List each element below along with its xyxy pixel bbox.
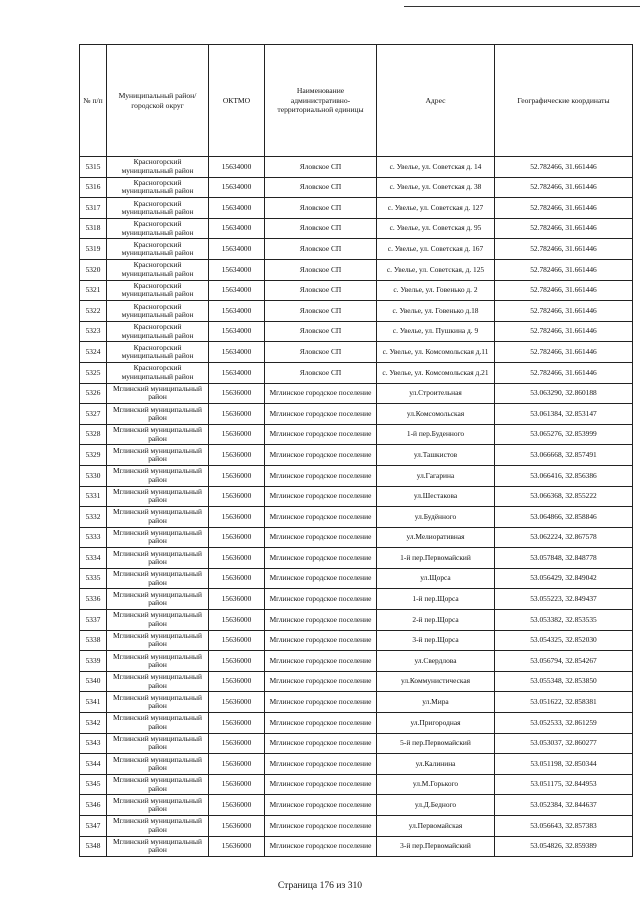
cell-district: Красногорский муниципальный район [107,362,209,383]
cell-address: ул.М.Горького [377,774,495,795]
cell-district: Мглинский муниципальный район [107,465,209,486]
cell-coordinates: 53.051198, 32.850344 [495,754,633,775]
cell-oktmo: 15636000 [209,692,265,713]
cell-number: 5342 [80,713,107,734]
cell-number: 5331 [80,486,107,507]
cell-address: с. Увелье, ул. Советская д. 38 [377,177,495,198]
cell-oktmo: 15636000 [209,713,265,734]
cell-address: ул.Пригородная [377,713,495,734]
cell-district: Мглинский муниципальный район [107,692,209,713]
cell-district: Мглинский муниципальный район [107,568,209,589]
cell-address: 1-й пер.Первомайский [377,548,495,569]
cell-district: Красногорский муниципальный район [107,259,209,280]
cell-admin-unit: Мглинское городское поселение [265,486,377,507]
cell-district: Красногорский муниципальный район [107,342,209,363]
cell-number: 5340 [80,671,107,692]
cell-admin-unit: Яловское СП [265,239,377,260]
cell-oktmo: 15634000 [209,177,265,198]
cell-coordinates: 53.051622, 32.858381 [495,692,633,713]
cell-number: 5330 [80,465,107,486]
cell-admin-unit: Мглинское городское поселение [265,795,377,816]
table-row [80,630,633,651]
table-row [80,383,633,404]
cell-admin-unit: Мглинское городское поселение [265,548,377,569]
cell-coordinates: 52.782466, 31.661446 [495,280,633,301]
cell-coordinates: 52.782466, 31.661446 [495,157,633,178]
cell-address: с. Увелье, ул. Советская д. 127 [377,198,495,219]
cell-oktmo: 15636000 [209,671,265,692]
cell-address: 3-й пер.Щорса [377,630,495,651]
cell-oktmo: 15634000 [209,198,265,219]
cell-number: 5343 [80,733,107,754]
cell-coordinates: 53.053382, 32.853535 [495,610,633,631]
cell-admin-unit: Мглинское городское поселение [265,733,377,754]
cell-district: Мглинский муниципальный район [107,733,209,754]
table-row [80,548,633,569]
cell-coordinates: 52.782466, 31.661446 [495,198,633,219]
cell-number: 5335 [80,568,107,589]
cell-district: Мглинский муниципальный район [107,630,209,651]
cell-oktmo: 15634000 [209,218,265,239]
cell-coordinates: 53.053037, 32.860277 [495,733,633,754]
table-row [80,362,633,383]
table-row [80,198,633,219]
cell-number: 5333 [80,527,107,548]
table-row [80,177,633,198]
cell-number: 5346 [80,795,107,816]
cell-admin-unit: Яловское СП [265,157,377,178]
cell-admin-unit: Мглинское городское поселение [265,404,377,425]
table-row [80,713,633,734]
cell-coordinates: 52.782466, 31.661446 [495,321,633,342]
table-row [80,465,633,486]
cell-district: Красногорский муниципальный район [107,198,209,219]
cell-admin-unit: Яловское СП [265,342,377,363]
cell-coordinates: 53.057848, 32.848778 [495,548,633,569]
header-district: Муниципальный район/городской округ [107,45,209,157]
cell-district: Мглинский муниципальный район [107,671,209,692]
cell-number: 5326 [80,383,107,404]
cell-number: 5341 [80,692,107,713]
cell-district: Мглинский муниципальный район [107,610,209,631]
cell-district: Красногорский муниципальный район [107,301,209,322]
cell-address: с. Увелье, ул. Комсомольская д.21 [377,362,495,383]
cell-address: с. Увелье, ул. Комсомольская д.11 [377,342,495,363]
header-address: Адрес [377,45,495,157]
cell-oktmo: 15636000 [209,589,265,610]
cell-number: 5329 [80,445,107,466]
cell-address: ул.Комсомольская [377,404,495,425]
cell-number: 5316 [80,177,107,198]
header-admin-unit: Наименование административно-территориальной единицы [265,45,377,157]
cell-district: Красногорский муниципальный район [107,321,209,342]
cell-oktmo: 15634000 [209,280,265,301]
table-row [80,259,633,280]
cell-address: с. Увелье, ул. Советская д. 95 [377,218,495,239]
cell-district: Мглинский муниципальный район [107,774,209,795]
cell-address: ул.Коммунистическая [377,671,495,692]
cell-coordinates: 52.782466, 31.661446 [495,362,633,383]
cell-coordinates: 53.061384, 32.853147 [495,404,633,425]
cell-coordinates: 53.052533, 32.861259 [495,713,633,734]
cell-oktmo: 15634000 [209,239,265,260]
cell-admin-unit: Мглинское городское поселение [265,589,377,610]
cell-oktmo: 15636000 [209,527,265,548]
cell-district: Мглинский муниципальный район [107,548,209,569]
table-row [80,568,633,589]
cell-number: 5318 [80,218,107,239]
cell-number: 5323 [80,321,107,342]
cell-coordinates: 52.782466, 31.661446 [495,342,633,363]
cell-address: с. Увелье, ул. Советская, д. 125 [377,259,495,280]
cell-admin-unit: Мглинское городское поселение [265,713,377,734]
table-row [80,157,633,178]
cell-address: 3-й пер.Первомайский [377,836,495,857]
cell-coordinates: 53.055348, 32.853850 [495,671,633,692]
cell-district: Мглинский муниципальный район [107,651,209,672]
cell-oktmo: 15636000 [209,733,265,754]
cell-address: с. Увелье, ул. Советская д. 167 [377,239,495,260]
cell-number: 5315 [80,157,107,178]
cell-district: Мглинский муниципальный район [107,836,209,857]
registry-table [79,44,633,857]
table-row [80,651,633,672]
cell-coordinates: 53.062224, 32.867578 [495,527,633,548]
cell-admin-unit: Мглинское городское поселение [265,671,377,692]
cell-number: 5324 [80,342,107,363]
cell-coordinates: 52.782466, 31.661446 [495,301,633,322]
cell-number: 5321 [80,280,107,301]
cell-admin-unit: Мглинское городское поселение [265,424,377,445]
cell-number: 5336 [80,589,107,610]
cell-district: Красногорский муниципальный район [107,177,209,198]
table-body [80,157,633,857]
table-row [80,218,633,239]
cell-number: 5319 [80,239,107,260]
cell-address: ул.Шестакова [377,486,495,507]
cell-number: 5327 [80,404,107,425]
cell-address: 1-й пер.Буденного [377,424,495,445]
cell-coordinates: 53.055223, 32.849437 [495,589,633,610]
cell-coordinates: 53.056643, 32.857383 [495,816,633,837]
cell-district: Мглинский муниципальный район [107,816,209,837]
cell-oktmo: 15634000 [209,259,265,280]
cell-admin-unit: Мглинское городское поселение [265,692,377,713]
cell-admin-unit: Мглинское городское поселение [265,816,377,837]
table-row [80,795,633,816]
cell-district: Мглинский муниципальный район [107,795,209,816]
cell-coordinates: 53.052384, 32.844637 [495,795,633,816]
cell-coordinates: 53.051175, 32.844953 [495,774,633,795]
cell-oktmo: 15634000 [209,321,265,342]
cell-number: 5338 [80,630,107,651]
cell-district: Мглинский муниципальный район [107,507,209,528]
cell-district: Мглинский муниципальный район [107,589,209,610]
cell-oktmo: 15634000 [209,342,265,363]
cell-address: с. Увелье, ул. Говенько д. 2 [377,280,495,301]
cell-admin-unit: Яловское СП [265,301,377,322]
cell-admin-unit: Мглинское городское поселение [265,754,377,775]
cell-address: с. Увелье, ул. Говенько д.18 [377,301,495,322]
cell-oktmo: 15636000 [209,816,265,837]
cell-district: Мглинский муниципальный район [107,424,209,445]
cell-coordinates: 53.066668, 32.857491 [495,445,633,466]
cell-admin-unit: Мглинское городское поселение [265,630,377,651]
cell-address: ул.Щорса [377,568,495,589]
cell-number: 5328 [80,424,107,445]
cell-coordinates: 52.782466, 31.661446 [495,218,633,239]
cell-number: 5339 [80,651,107,672]
cell-address: ул.Мира [377,692,495,713]
cell-district: Мглинский муниципальный район [107,527,209,548]
cell-district: Красногорский муниципальный район [107,218,209,239]
header-coordinates: Географические координаты [495,45,633,157]
cell-district: Красногорский муниципальный район [107,280,209,301]
page-footer: Страница 176 из 310 [277,880,363,891]
cell-oktmo: 15636000 [209,507,265,528]
cell-admin-unit: Яловское СП [265,259,377,280]
table-row [80,507,633,528]
cell-admin-unit: Мглинское городское поселение [265,568,377,589]
cell-coordinates: 53.056794, 32.854267 [495,651,633,672]
cell-number: 5347 [80,816,107,837]
cell-admin-unit: Мглинское городское поселение [265,610,377,631]
cell-coordinates: 53.065276, 32.853999 [495,424,633,445]
table-row [80,404,633,425]
cell-admin-unit: Мглинское городское поселение [265,445,377,466]
cell-district: Красногорский муниципальный район [107,157,209,178]
cell-coordinates: 52.782466, 31.661446 [495,259,633,280]
cell-oktmo: 15636000 [209,383,265,404]
cell-district: Мглинский муниципальный район [107,754,209,775]
table-row [80,342,633,363]
cell-admin-unit: Мглинское городское поселение [265,383,377,404]
cell-coordinates: 53.066368, 32.855222 [495,486,633,507]
cell-address: ул.Свердлова [377,651,495,672]
table-row [80,816,633,837]
table-row [80,301,633,322]
cell-oktmo: 15634000 [209,301,265,322]
cell-address: 2-й пер.Щорса [377,610,495,631]
table-row [80,733,633,754]
cell-district: Мглинский муниципальный район [107,404,209,425]
cell-oktmo: 15636000 [209,795,265,816]
table-row [80,589,633,610]
cell-oktmo: 15634000 [209,362,265,383]
cell-oktmo: 15636000 [209,568,265,589]
cell-address: ул.Мелиоративная [377,527,495,548]
cell-admin-unit: Яловское СП [265,280,377,301]
cell-district: Мглинский муниципальный район [107,383,209,404]
table-row [80,424,633,445]
cell-number: 5317 [80,198,107,219]
cell-oktmo: 15636000 [209,610,265,631]
cell-admin-unit: Яловское СП [265,321,377,342]
cell-district: Мглинский муниципальный район [107,486,209,507]
cell-address: ул.Д.Бедного [377,795,495,816]
cell-coordinates: 52.782466, 31.661446 [495,177,633,198]
cell-admin-unit: Мглинское городское поселение [265,651,377,672]
header-oktmo: ОКТМО [209,45,265,157]
table-row [80,774,633,795]
table-row [80,280,633,301]
cell-district: Мглинский муниципальный район [107,445,209,466]
table-row [80,610,633,631]
cell-district: Красногорский муниципальный район [107,239,209,260]
cell-coordinates: 53.063290, 32.860188 [495,383,633,404]
cell-number: 5344 [80,754,107,775]
cell-coordinates: 53.054325, 32.852030 [495,630,633,651]
cell-oktmo: 15636000 [209,774,265,795]
table-row [80,445,633,466]
cell-address: ул.Строительная [377,383,495,404]
table-row [80,527,633,548]
cell-address: ул.Первомайская [377,816,495,837]
cell-address: 5-й пер.Первомайский [377,733,495,754]
cell-number: 5337 [80,610,107,631]
cell-coordinates: 53.066416, 32.856386 [495,465,633,486]
table-row [80,836,633,857]
cell-address: ул.Будённого [377,507,495,528]
top-rule [404,6,640,7]
header-number: № п/п [80,45,107,157]
cell-admin-unit: Мглинское городское поселение [265,836,377,857]
cell-address: 1-й пер.Щорса [377,589,495,610]
cell-oktmo: 15636000 [209,465,265,486]
table-row [80,754,633,775]
cell-number: 5334 [80,548,107,569]
cell-number: 5332 [80,507,107,528]
cell-oktmo: 15636000 [209,651,265,672]
cell-admin-unit: Яловское СП [265,362,377,383]
cell-address: с. Увелье, ул. Пушкина д. 9 [377,321,495,342]
cell-oktmo: 15636000 [209,404,265,425]
cell-address: ул.Калинина [377,754,495,775]
cell-address: ул.Гагарина [377,465,495,486]
cell-admin-unit: Яловское СП [265,177,377,198]
cell-admin-unit: Мглинское городское поселение [265,527,377,548]
table-row [80,486,633,507]
cell-oktmo: 15636000 [209,486,265,507]
cell-oktmo: 15634000 [209,157,265,178]
cell-admin-unit: Мглинское городское поселение [265,774,377,795]
table-row [80,321,633,342]
cell-address: ул.Ташкистов [377,445,495,466]
cell-number: 5325 [80,362,107,383]
cell-admin-unit: Мглинское городское поселение [265,465,377,486]
cell-oktmo: 15636000 [209,548,265,569]
cell-address: с. Увелье, ул. Советская д. 14 [377,157,495,178]
cell-admin-unit: Яловское СП [265,198,377,219]
cell-oktmo: 15636000 [209,630,265,651]
cell-coordinates: 53.054826, 32.859389 [495,836,633,857]
cell-coordinates: 53.064866, 32.858846 [495,507,633,528]
table-header-row [80,45,633,157]
cell-coordinates: 53.056429, 32.849042 [495,568,633,589]
cell-number: 5345 [80,774,107,795]
cell-number: 5348 [80,836,107,857]
cell-admin-unit: Яловское СП [265,218,377,239]
cell-number: 5320 [80,259,107,280]
cell-oktmo: 15636000 [209,445,265,466]
table-row [80,671,633,692]
table-row [80,239,633,260]
cell-oktmo: 15636000 [209,424,265,445]
cell-coordinates: 52.782466, 31.661446 [495,239,633,260]
cell-number: 5322 [80,301,107,322]
cell-oktmo: 15636000 [209,754,265,775]
cell-admin-unit: Мглинское городское поселение [265,507,377,528]
table-row [80,692,633,713]
cell-district: Мглинский муниципальный район [107,713,209,734]
cell-oktmo: 15636000 [209,836,265,857]
